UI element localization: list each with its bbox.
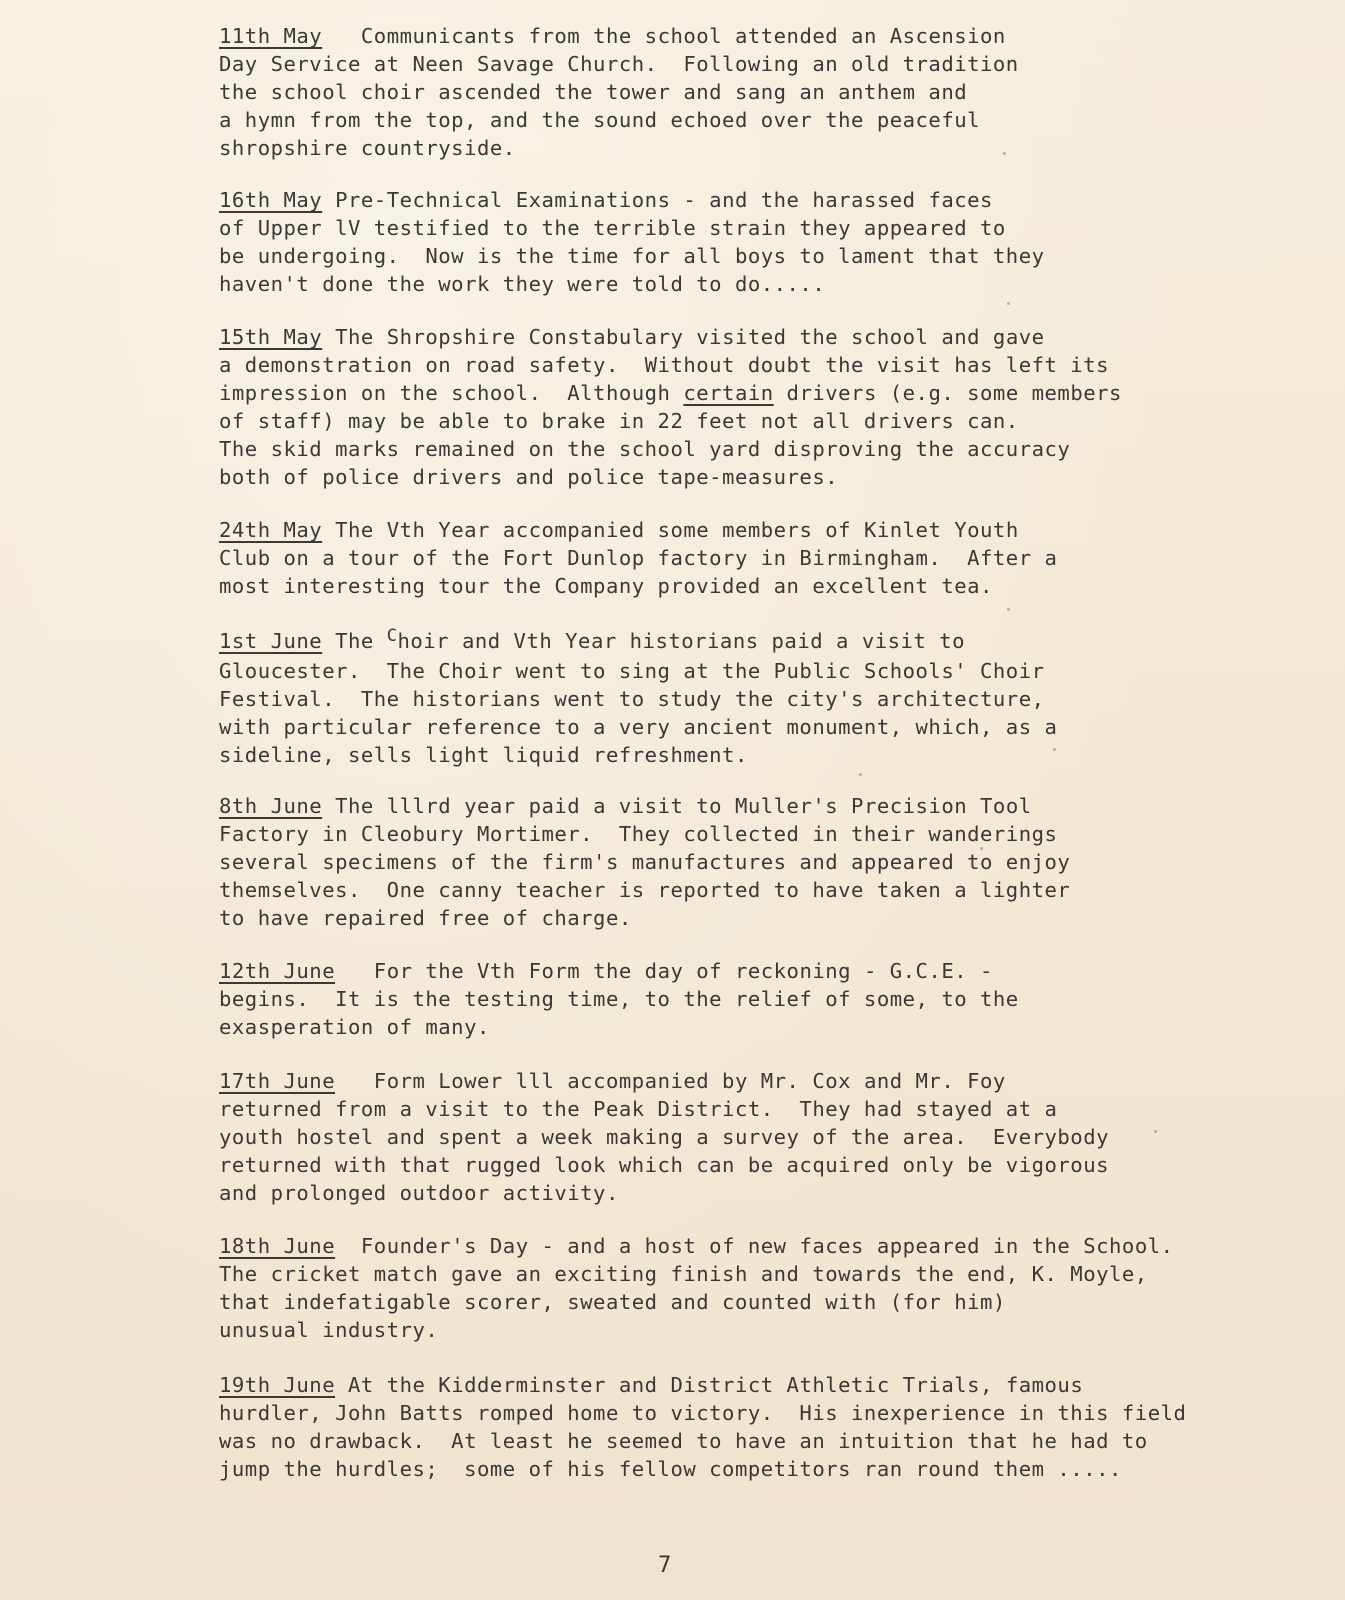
diary-entry-15th-may xyxy=(219,323,1122,491)
page-number: 7 xyxy=(658,1553,672,1578)
entry-gap xyxy=(322,629,335,653)
diary-entry-24th-may xyxy=(219,516,1057,600)
diary-entry-16th-may xyxy=(219,186,1045,298)
entry-gap xyxy=(322,24,361,48)
entry-text: both of police drivers and police tape-measures. xyxy=(219,465,839,489)
entry-gap xyxy=(335,1069,374,1093)
diary-entry-11th-may xyxy=(219,22,1019,162)
entry-text: to have repaired free of charge. xyxy=(219,906,632,930)
underlined-word: certain xyxy=(683,381,774,405)
entry-text: a hymn from the top, and the sound echoed over the peaceful xyxy=(219,108,981,132)
entry-text: sideline, sells light liquid refreshment. xyxy=(219,743,748,767)
entry-date: 17th June xyxy=(219,1069,336,1093)
entry-text: Day Service at Neen Savage Church. Following an old tradition xyxy=(219,52,1019,76)
entry-text: hurdler, John Batts romped home to victory. His inexperience in this field xyxy=(219,1401,1187,1425)
entry-date: 16th May xyxy=(219,188,323,212)
entry-date: 19th June xyxy=(219,1373,336,1397)
diary-entry-17th-june xyxy=(219,1067,1109,1207)
entry-text: The cricket match gave an exciting finish and towards the end, K. Moyle, xyxy=(219,1262,1148,1286)
entry-text: Gloucester. The Choir went to sing at the Public Schools' Choir xyxy=(219,659,1045,683)
entry-date: 18th June xyxy=(219,1234,336,1258)
entry-text: begins. It is the testing time, to the relief of some, to the xyxy=(219,987,1019,1011)
entry-text: The xyxy=(335,629,387,653)
entry-gap xyxy=(322,188,335,212)
entry-gap xyxy=(335,1234,361,1258)
entry-text: exasperation of many. xyxy=(219,1015,490,1039)
entry-text: that indefatigable scorer, sweated and counted with (for him) xyxy=(219,1290,1006,1314)
entry-text: Communicants from the school attended an Ascension xyxy=(360,24,1006,48)
entry-text: of staff) may be able to brake in 22 feet not all drivers can. xyxy=(219,409,1019,433)
entry-gap xyxy=(322,794,335,818)
entry-text: themselves. One canny teacher is reported to have taken a lighter xyxy=(219,878,1071,902)
entry-text: Form Lower lll accompanied by Mr. Cox and Mr. Foy xyxy=(373,1069,1006,1093)
entry-text: Factory in Cleobury Mortimer. They collected in their wanderings xyxy=(219,822,1058,846)
entry-text: shropshire countryside. xyxy=(219,136,516,160)
entry-date: 24th May xyxy=(219,518,323,542)
diary-entry-12th-june xyxy=(219,957,1019,1041)
entry-text: unusual industry. xyxy=(219,1318,439,1342)
diary-entry-1st-june xyxy=(219,627,1057,769)
entry-date: 15th May xyxy=(219,325,323,349)
entry-text: be undergoing. Now is the time for all boys to lament that they xyxy=(219,244,1045,268)
entry-text: hoir and Vth Year historians paid a visit to xyxy=(397,629,966,653)
diary-entry-18th-june xyxy=(219,1232,1174,1344)
entry-text: was no drawback. At least he seemed to have an intuition that he had to xyxy=(219,1429,1148,1453)
entry-text: Club on a tour of the Fort Dunlop factory in Birmingham. After a xyxy=(219,546,1058,570)
diary-entry-8th-june xyxy=(219,792,1070,932)
entry-text: The lllrd year paid a visit to Muller's Precision Tool xyxy=(335,794,1032,818)
entry-text: the school choir ascended the tower and sang an anthem and xyxy=(219,80,968,104)
entry-text: haven't done the work they were told to do..... xyxy=(219,272,826,296)
entry-text: Festival. The historians went to study the city's architecture, xyxy=(219,687,1045,711)
entry-date: 11th May xyxy=(219,24,323,48)
entry-text: Founder's Day - and a host of new faces appeared in the School. xyxy=(360,1234,1174,1258)
entry-text: drivers (e.g. some members xyxy=(773,381,1122,405)
entry-text: The Vth Year accompanied some members of Kinlet Youth xyxy=(335,518,1019,542)
entry-text: most interesting tour the Company provided an excellent tea. xyxy=(219,574,993,598)
entry-gap xyxy=(322,518,335,542)
entry-text: youth hostel and spent a week making a survey of the area. Everybody xyxy=(219,1125,1109,1149)
raised-letter: C xyxy=(386,626,398,646)
entry-gap xyxy=(322,325,335,349)
entry-text: The Shropshire Constabulary visited the school and gave xyxy=(335,325,1045,349)
entry-date: 1st June xyxy=(219,629,323,653)
entry-text: jump the hurdles; some of his fellow competitors ran round them ..... xyxy=(219,1457,1122,1481)
diary-entry-19th-june xyxy=(219,1371,1186,1483)
entry-text: impression on the school. Although xyxy=(219,381,684,405)
entry-text: Pre-Technical Examinations - and the harassed faces xyxy=(335,188,993,212)
entry-text: At the Kidderminster and District Athletic Trials, famous xyxy=(348,1373,1084,1397)
entry-date: 8th June xyxy=(219,794,323,818)
entry-text: returned from a visit to the Peak District. They had stayed at a xyxy=(219,1097,1058,1121)
entry-text: and prolonged outdoor activity. xyxy=(219,1181,619,1205)
entry-text: The skid marks remained on the school yard disproving the accuracy xyxy=(219,437,1071,461)
entry-text: For the Vth Form the day of reckoning - G.C.E. - xyxy=(373,959,993,983)
entry-gap xyxy=(335,1373,348,1397)
entry-text: returned with that rugged look which can be acquired only be vigorous xyxy=(219,1153,1109,1177)
entry-text: several specimens of the firm's manufactures and appeared to enjoy xyxy=(219,850,1071,874)
entry-gap xyxy=(335,959,374,983)
entry-text: of Upper lV testified to the terrible strain they appeared to xyxy=(219,216,1006,240)
entry-text: with particular reference to a very ancient monument, which, as a xyxy=(219,715,1058,739)
entry-text: a demonstration on road safety. Without doubt the visit has left its xyxy=(219,353,1109,377)
entry-date: 12th June xyxy=(219,959,336,983)
